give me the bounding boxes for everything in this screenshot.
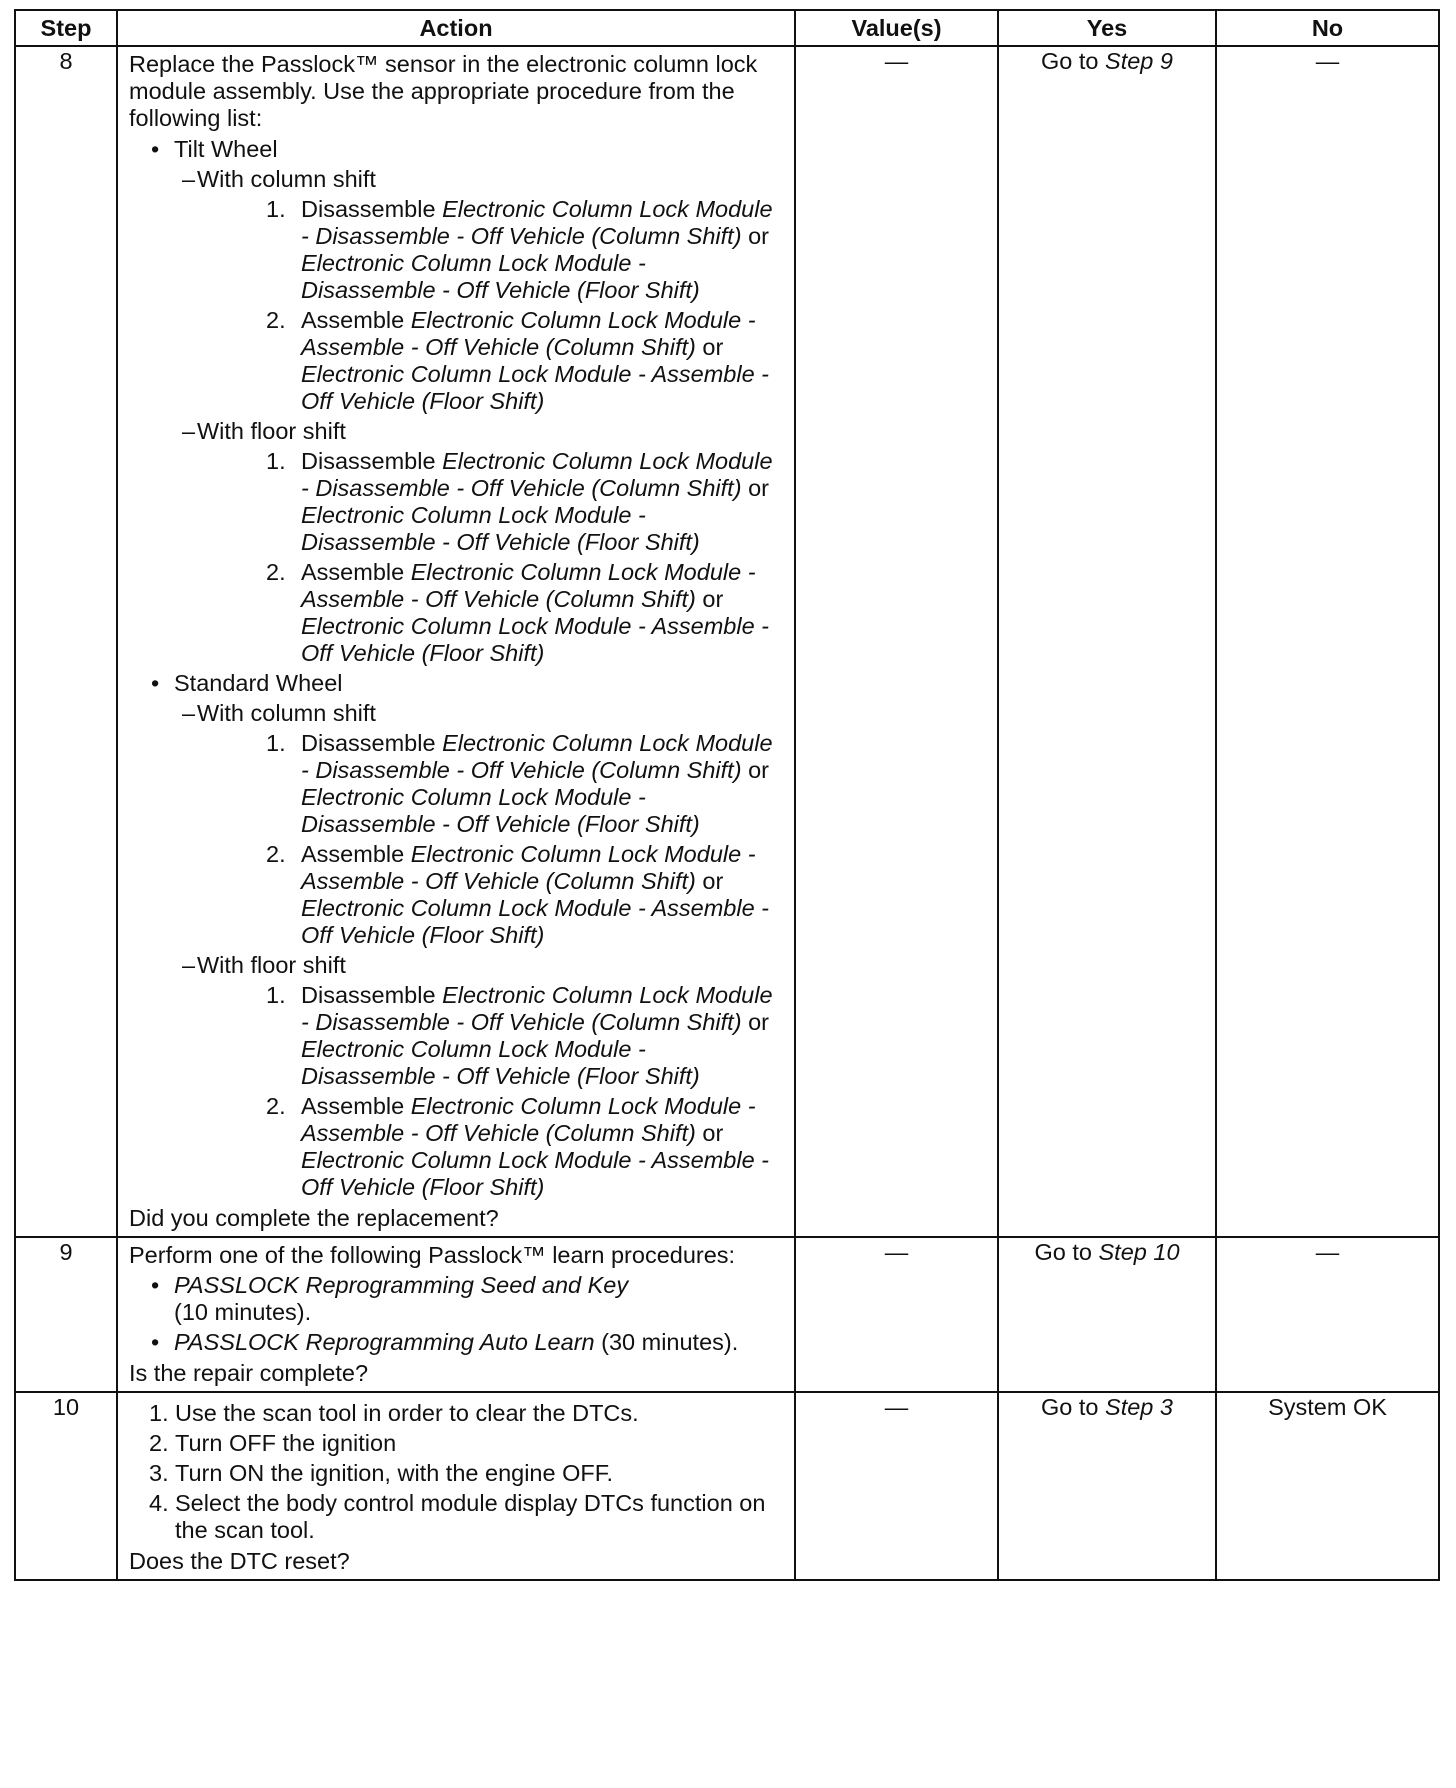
table-row-step-10 [15, 1392, 1439, 1580]
bullet-tilt-wheel: • Tilt Wheel [129, 136, 786, 163]
sub-with-floor-shift: – With floor shift [129, 952, 786, 979]
header-row [15, 10, 1439, 46]
list-item: 2. Turn OFF the ignition [149, 1430, 397, 1456]
step-number: 8 [15, 46, 117, 1237]
action-question: Does the DTC reset? [129, 1548, 350, 1574]
header-values: Value(s) [795, 10, 998, 46]
step-number: 10 [15, 1392, 117, 1580]
yes-cell: Go to Step 9 [998, 46, 1216, 1237]
value-cell: — [795, 1392, 998, 1580]
sub-with-column-shift: – With column shift [129, 700, 786, 727]
list-item: 1. Use the scan tool in order to clear the DTCs. [149, 1400, 639, 1426]
list-item: • PASSLOCK Reprogramming Seed and Key (10 minutes). [129, 1272, 786, 1326]
list-item: 2. Assemble Electronic Column Lock Module - Assemble - Off Vehicle (Column Shift) or Electronic Column Lock Module - Assemble - Off Vehicle (Floor Shift) [266, 307, 770, 414]
yes-cell: Go to Step 10 [998, 1237, 1216, 1392]
header-action: Action [117, 10, 795, 46]
value-cell: — [795, 46, 998, 1237]
step-link[interactable]: Step 3 [1105, 1394, 1173, 1420]
list-item: 2. Assemble Electronic Column Lock Module - Assemble - Off Vehicle (Column Shift) or Electronic Column Lock Module - Assemble - Off Vehicle (Floor Shift) [266, 841, 770, 948]
header-step: Step [15, 10, 117, 46]
list-item: 2. Assemble Electronic Column Lock Module - Assemble - Off Vehicle (Column Shift) or Electronic Column Lock Module - Assemble - Off Vehicle (Floor Shift) [266, 1093, 770, 1200]
header-no: No [1216, 10, 1439, 46]
bullet-standard-wheel: • Standard Wheel [129, 670, 786, 697]
header-yes: Yes [998, 10, 1216, 46]
action-question: Is the repair complete? [129, 1360, 369, 1386]
list-item: 3. Turn ON the ignition, with the engine OFF. [149, 1460, 614, 1486]
list-item: • PASSLOCK Reprogramming Auto Learn (30 minutes). [129, 1329, 786, 1356]
list-item: 1. Disassemble Electronic Column Lock Module - Disassemble - Off Vehicle (Column Shift) or Electronic Column Lock Module - Disassemble - Off Vehicle (Floor Shift) [266, 196, 773, 303]
step-link[interactable]: Step 9 [1105, 48, 1173, 74]
action-intro: Perform one of the following Passlock™ learn procedures: [129, 1242, 736, 1268]
no-cell: — [1216, 1237, 1439, 1392]
procedure-link[interactable]: PASSLOCK Reprogramming Auto Learn [174, 1329, 595, 1355]
no-cell: System OK [1216, 1392, 1439, 1580]
list-item: 1. Disassemble Electronic Column Lock Module - Disassemble - Off Vehicle (Column Shift) or Electronic Column Lock Module - Disassemble - Off Vehicle (Floor Shift) [266, 448, 773, 555]
step-link[interactable]: Step 10 [1098, 1239, 1180, 1265]
no-cell: — [1216, 46, 1439, 1237]
list-item: 4. Select the body control module display DTCs function on the scan tool. [149, 1490, 766, 1543]
table-row-step-8 [15, 46, 1439, 1237]
sub-with-column-shift: – With column shift [129, 166, 786, 193]
procedure-link[interactable]: PASSLOCK Reprogramming Seed and Key [174, 1272, 629, 1298]
yes-cell: Go to Step 3 [998, 1392, 1216, 1580]
diagnostic-table [14, 9, 1440, 1581]
list-item: 1. Disassemble Electronic Column Lock Module - Disassemble - Off Vehicle (Column Shift) or Electronic Column Lock Module - Disassemble - Off Vehicle (Floor Shift) [266, 982, 773, 1089]
action-cell [117, 1237, 795, 1392]
action-question: Did you complete the replacement? [129, 1205, 499, 1231]
table-row-step-9 [15, 1237, 1439, 1392]
step-number: 9 [15, 1237, 117, 1392]
value-cell: — [795, 1237, 998, 1392]
sub-with-floor-shift: – With floor shift [129, 418, 786, 445]
action-cell [117, 46, 795, 1237]
action-cell [117, 1392, 795, 1580]
list-item: 2. Assemble Electronic Column Lock Module - Assemble - Off Vehicle (Column Shift) or Electronic Column Lock Module - Assemble - Off Vehicle (Floor Shift) [266, 559, 770, 666]
list-item: 1. Disassemble Electronic Column Lock Module - Disassemble - Off Vehicle (Column Shift) or Electronic Column Lock Module - Disassemble - Off Vehicle (Floor Shift) [266, 730, 773, 837]
action-intro: Replace the Passlock™ sensor in the electronic column lock module assembly. Use the appropriate procedure from the following list: [129, 51, 758, 131]
